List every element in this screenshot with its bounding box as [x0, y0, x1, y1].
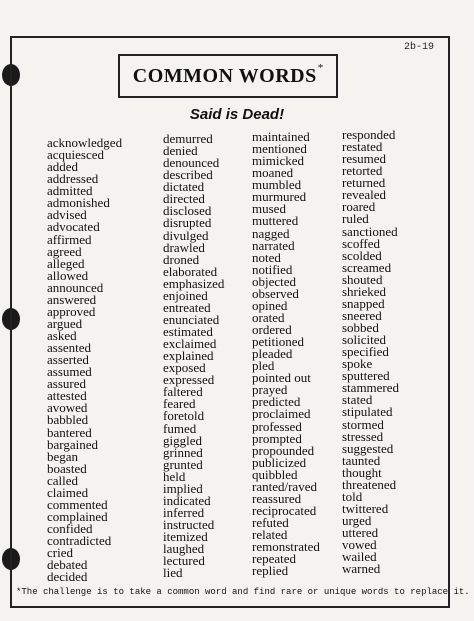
word-item: attested [47, 388, 87, 404]
word-item: emphasized [163, 275, 225, 291]
word-item: sputtered [342, 368, 390, 384]
word-item: notified [252, 261, 293, 277]
word-item: exclaimed [163, 336, 217, 352]
word-item: narrated [252, 237, 295, 253]
word-item: propounded [252, 442, 315, 458]
word-item: resumed [342, 151, 387, 167]
word-item: responded [342, 127, 396, 142]
word-item: called [47, 472, 79, 488]
word-item: grinned [163, 444, 203, 460]
word-item: dictated [163, 179, 205, 195]
word-item: shrieked [342, 283, 387, 299]
word-item: maintained [252, 129, 310, 144]
word-item: faltered [163, 384, 203, 400]
word-item: allowed [47, 267, 89, 283]
word-item: inferred [163, 504, 205, 520]
word-item: solicited [342, 332, 387, 348]
word-item: enjoined [163, 287, 208, 303]
word-item: uttered [342, 525, 379, 541]
word-item: avowed [47, 400, 88, 416]
word-item: held [163, 468, 186, 484]
word-item: quibbled [252, 466, 298, 482]
word-item: grunted [163, 456, 203, 472]
word-item: pointed out [252, 370, 311, 386]
word-item: commented [47, 496, 108, 512]
word-item: directed [163, 191, 205, 207]
word-column-2 [163, 133, 224, 579]
word-item: pleaded [252, 346, 293, 362]
word-item: acquiesced [47, 147, 105, 163]
word-item: assented [47, 340, 92, 356]
word-item: repeated [252, 551, 297, 567]
word-item: asserted [47, 352, 89, 368]
word-item: enunciated [163, 311, 220, 327]
word-item: revealed [342, 187, 387, 203]
word-item: denied [163, 143, 198, 159]
word-item: murmured [252, 189, 307, 205]
word-column-3 [252, 131, 320, 577]
word-item: acknowledged [47, 135, 123, 150]
word-item: vowed [342, 537, 377, 553]
word-item: professed [252, 418, 302, 434]
word-item: droned [163, 251, 200, 267]
word-item: scolded [342, 247, 382, 263]
word-item: began [47, 448, 79, 464]
subtitle: Said is Dead! [189, 106, 285, 123]
word-item: described [163, 167, 213, 183]
word-item: sneered [342, 307, 382, 323]
word-item: denounced [163, 155, 220, 171]
word-item: cried [47, 545, 73, 561]
title-box [118, 54, 338, 98]
word-item: agreed [47, 243, 82, 259]
word-item: sanctioned [342, 223, 398, 239]
word-item: remonstrated [252, 539, 320, 555]
word-item: replied [252, 563, 289, 579]
word-item: restated [342, 139, 383, 155]
word-item: foretold [163, 408, 205, 424]
word-item: reassured [252, 490, 302, 506]
word-item: predicted [252, 394, 301, 410]
word-item: divulged [163, 227, 209, 243]
word-item: indicated [163, 492, 211, 508]
word-item: elaborated [163, 263, 218, 279]
word-item: exposed [163, 360, 206, 376]
word-item: complained [47, 508, 108, 524]
word-item: bargained [47, 436, 99, 452]
word-item: entreated [163, 299, 211, 315]
word-item: approved [47, 303, 96, 319]
word-item: drawled [163, 239, 205, 255]
word-item: claimed [47, 484, 89, 500]
word-item: noted [252, 249, 281, 265]
word-item: explained [163, 348, 214, 364]
word-item: bantered [47, 424, 92, 440]
word-item: spoke [342, 356, 373, 372]
word-item: stormed [342, 416, 384, 432]
word-item: assured [47, 376, 86, 392]
word-item: decided [47, 569, 88, 585]
word-item: announced [47, 279, 104, 295]
word-item: refuted [252, 515, 289, 530]
page-title: COMMON WORDS [132, 64, 317, 87]
word-item: urged [342, 513, 372, 528]
word-item: lied [163, 565, 183, 581]
word-item: stipulated [342, 404, 393, 420]
word-item: related [252, 527, 288, 543]
word-item: thought [342, 464, 382, 480]
word-item: debated [47, 557, 88, 573]
word-item: prompted [252, 430, 302, 446]
word-item: implied [163, 480, 203, 496]
word-item: threatened [342, 476, 397, 492]
word-item: proclaimed [252, 406, 311, 422]
word-item: advised [47, 207, 87, 223]
word-item: asked [47, 328, 77, 343]
word-item: mused [252, 201, 286, 217]
word-item: moaned [252, 165, 294, 181]
word-item: mumbled [252, 177, 302, 193]
word-column-1 [47, 137, 122, 583]
word-item: expressed [163, 372, 215, 388]
word-item: mimicked [252, 153, 304, 169]
word-item: contradicted [47, 533, 112, 549]
word-item: boasted [47, 460, 87, 476]
word-item: giggled [163, 432, 202, 448]
title-footnote-mark: * [317, 62, 324, 74]
word-item: publicized [252, 454, 307, 470]
word-item: affirmed [47, 231, 92, 247]
word-item: warned [342, 561, 381, 577]
word-item: feared [163, 396, 196, 412]
word-item: opined [252, 297, 288, 313]
word-item: demurred [163, 131, 213, 146]
word-item: ranted/raved [252, 478, 317, 494]
word-item: lectured [163, 553, 205, 569]
word-item: petitioned [252, 334, 304, 350]
word-item: returned [342, 175, 386, 191]
word-item: pled [252, 358, 275, 374]
word-item: objected [252, 273, 297, 289]
word-item: mentioned [252, 141, 307, 157]
word-item: alleged [47, 255, 85, 271]
word-item: argued [47, 315, 83, 331]
word-item: prayed [252, 382, 288, 398]
word-item: advocated [47, 219, 100, 235]
word-item: shouted [342, 271, 383, 287]
word-item: admitted [47, 183, 93, 199]
word-item: taunted [342, 452, 381, 468]
word-item: retorted [342, 163, 383, 179]
word-item: nagged [252, 225, 290, 241]
word-item: observed [252, 285, 299, 301]
word-item: twittered [342, 500, 389, 516]
word-item: told [342, 488, 363, 504]
word-item: fumed [163, 420, 197, 436]
word-item: added [47, 159, 79, 175]
word-item: screamed [342, 259, 392, 275]
page-code: 2b-19 [404, 42, 435, 53]
word-item: stammered [342, 380, 400, 396]
word-item: roared [342, 199, 376, 215]
word-column-4 [342, 129, 399, 575]
word-item: itemized [163, 529, 208, 545]
word-item: disrupted [163, 215, 212, 231]
footnote: *The challenge is to take a common word and find rare or unique words to replace it. [16, 587, 470, 597]
word-item: suggested [342, 440, 394, 456]
word-item: scoffed [342, 235, 381, 251]
word-item: babbled [47, 412, 89, 428]
word-item: reciprocated [252, 502, 317, 518]
word-item: instructed [163, 517, 215, 532]
word-item: estimated [163, 324, 213, 339]
word-item: muttered [252, 213, 299, 229]
word-item: laughed [163, 541, 205, 557]
word-item: snapped [342, 295, 385, 311]
word-item: wailed [342, 549, 377, 565]
word-item: stressed [342, 428, 384, 444]
word-item: addressed [47, 171, 99, 187]
word-item: disclosed [163, 203, 212, 219]
word-item: assumed [47, 364, 92, 380]
word-item: orated [252, 309, 285, 325]
word-item: specified [342, 344, 389, 360]
word-item: sobbed [342, 320, 379, 335]
word-item: stated [342, 392, 373, 408]
word-item: ordered [252, 322, 292, 337]
word-item: admonished [47, 195, 110, 211]
word-item: answered [47, 291, 97, 307]
word-item: ruled [342, 211, 369, 227]
word-item: confided [47, 521, 93, 536]
